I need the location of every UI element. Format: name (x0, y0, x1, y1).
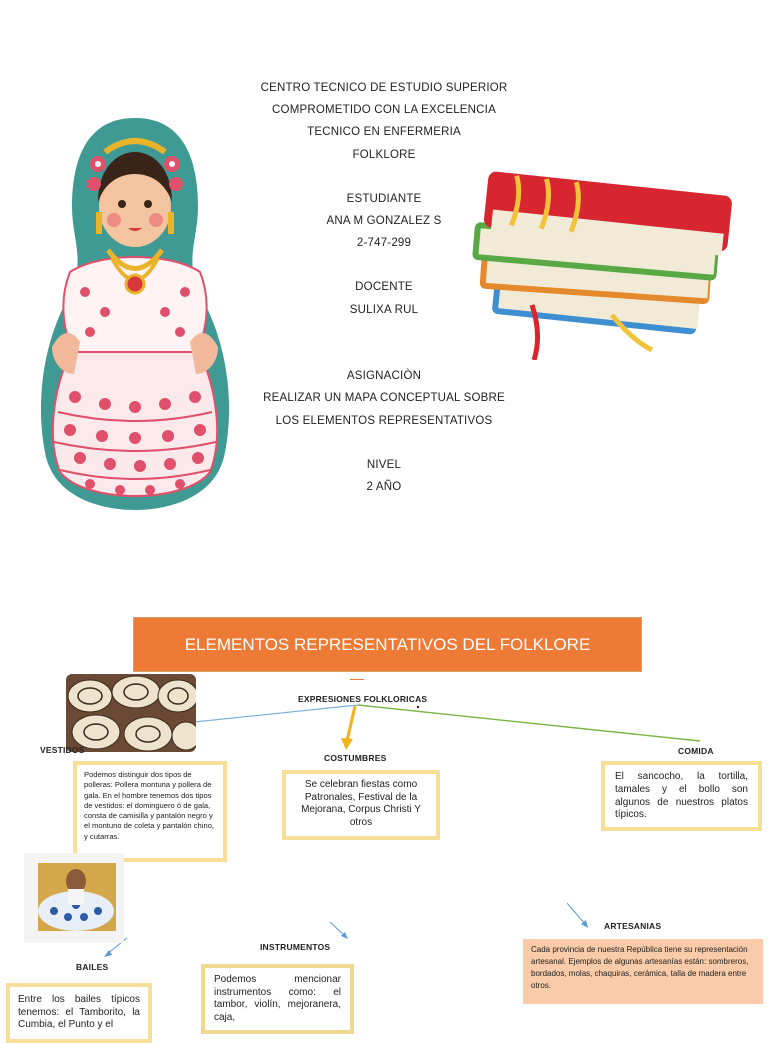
costumbres-text: Se celebran fiestas como Patronales, Festival de la Mejorana, Corpus Christi Y otros (301, 779, 421, 828)
comida-text: El sancocho, la tortilla, tamales y el bollo son algunos de nuestros platos típicos. (615, 771, 748, 821)
vestidos-box (73, 761, 227, 862)
cover-teacher-name: SULIXA RUL (349, 304, 419, 316)
vestidos-label: VESTIDOS (40, 745, 85, 755)
artesanias-label: ARTESANIAS (604, 921, 662, 931)
instrumentos-text: Podemos mencionar instrumentos como: el tambor, violín, mejoranera, caja, (214, 974, 341, 1023)
bailes-box (6, 983, 152, 1043)
cover-student-heading: ESTUDIANTE (346, 193, 422, 205)
cover-program: TECNICO EN ENFERMERIA (307, 126, 461, 138)
bailes-text: Entre los bailes típicos tenemos: el Tamborito, la Cumbia, el Punto y el (18, 994, 140, 1030)
cover-student-id: 2-747-299 (356, 237, 412, 249)
cover-motto: COMPROMETIDO CON LA EXCELENCIA (272, 104, 496, 116)
comida-label: COMIDA (678, 746, 714, 756)
cover-institution: CENTRO TECNICO DE ESTUDIO SUPERIOR (260, 82, 508, 94)
cover-subject: FOLKLORE (352, 149, 416, 161)
cover-teacher-heading: DOCENTE (355, 281, 413, 293)
dancer-photo (24, 853, 124, 943)
comida-box (601, 761, 762, 831)
concept-map-title: ELEMENTOS REPRESENTATIVOS DEL FOLKLORE (133, 617, 642, 672)
cover-assignment-line-1: REALIZAR UN MAPA CONCEPTUAL SOBRE (263, 392, 505, 404)
costumbres-label: COSTUMBRES (324, 753, 387, 763)
instrumentos-label: INSTRUMENTOS (260, 942, 331, 952)
artesanias-text: Cada provincia de nuestra República tiene su representación artesanal. Ejemplos de algunas artesanías están: sombreros, bordados, molas, chaquiras, cerámica, talla de madera entre otros. (531, 945, 749, 990)
vestidos-text: Podemos distinguir dos tipos de polleras: Pollera montuna y pollera de gala. En el hombre tenemos dos tipos de vestidos: el dominguero ó de gala, consta de camisilla y pantalón negro y el montuno de coleta y pantalón chino, y cutarras. (84, 770, 215, 841)
cover-level-heading: NIVEL (366, 459, 402, 471)
cover-student-name: ANA M GONZALEZ S (326, 215, 442, 227)
cover-assignment-line-2: LOS ELEMENTOS REPRESENTATIVOS (275, 415, 493, 427)
cover-level-value: 2 AÑO (366, 481, 402, 493)
cover-assignment-heading: ASIGNACIÒN (346, 370, 422, 382)
hats-photo (66, 674, 196, 752)
costumbres-box (282, 770, 440, 840)
bailes-label: BAILES (76, 962, 109, 972)
root-node-label: EXPRESIONES FOLKLORICAS (298, 694, 428, 704)
artesanias-box (523, 939, 763, 1004)
